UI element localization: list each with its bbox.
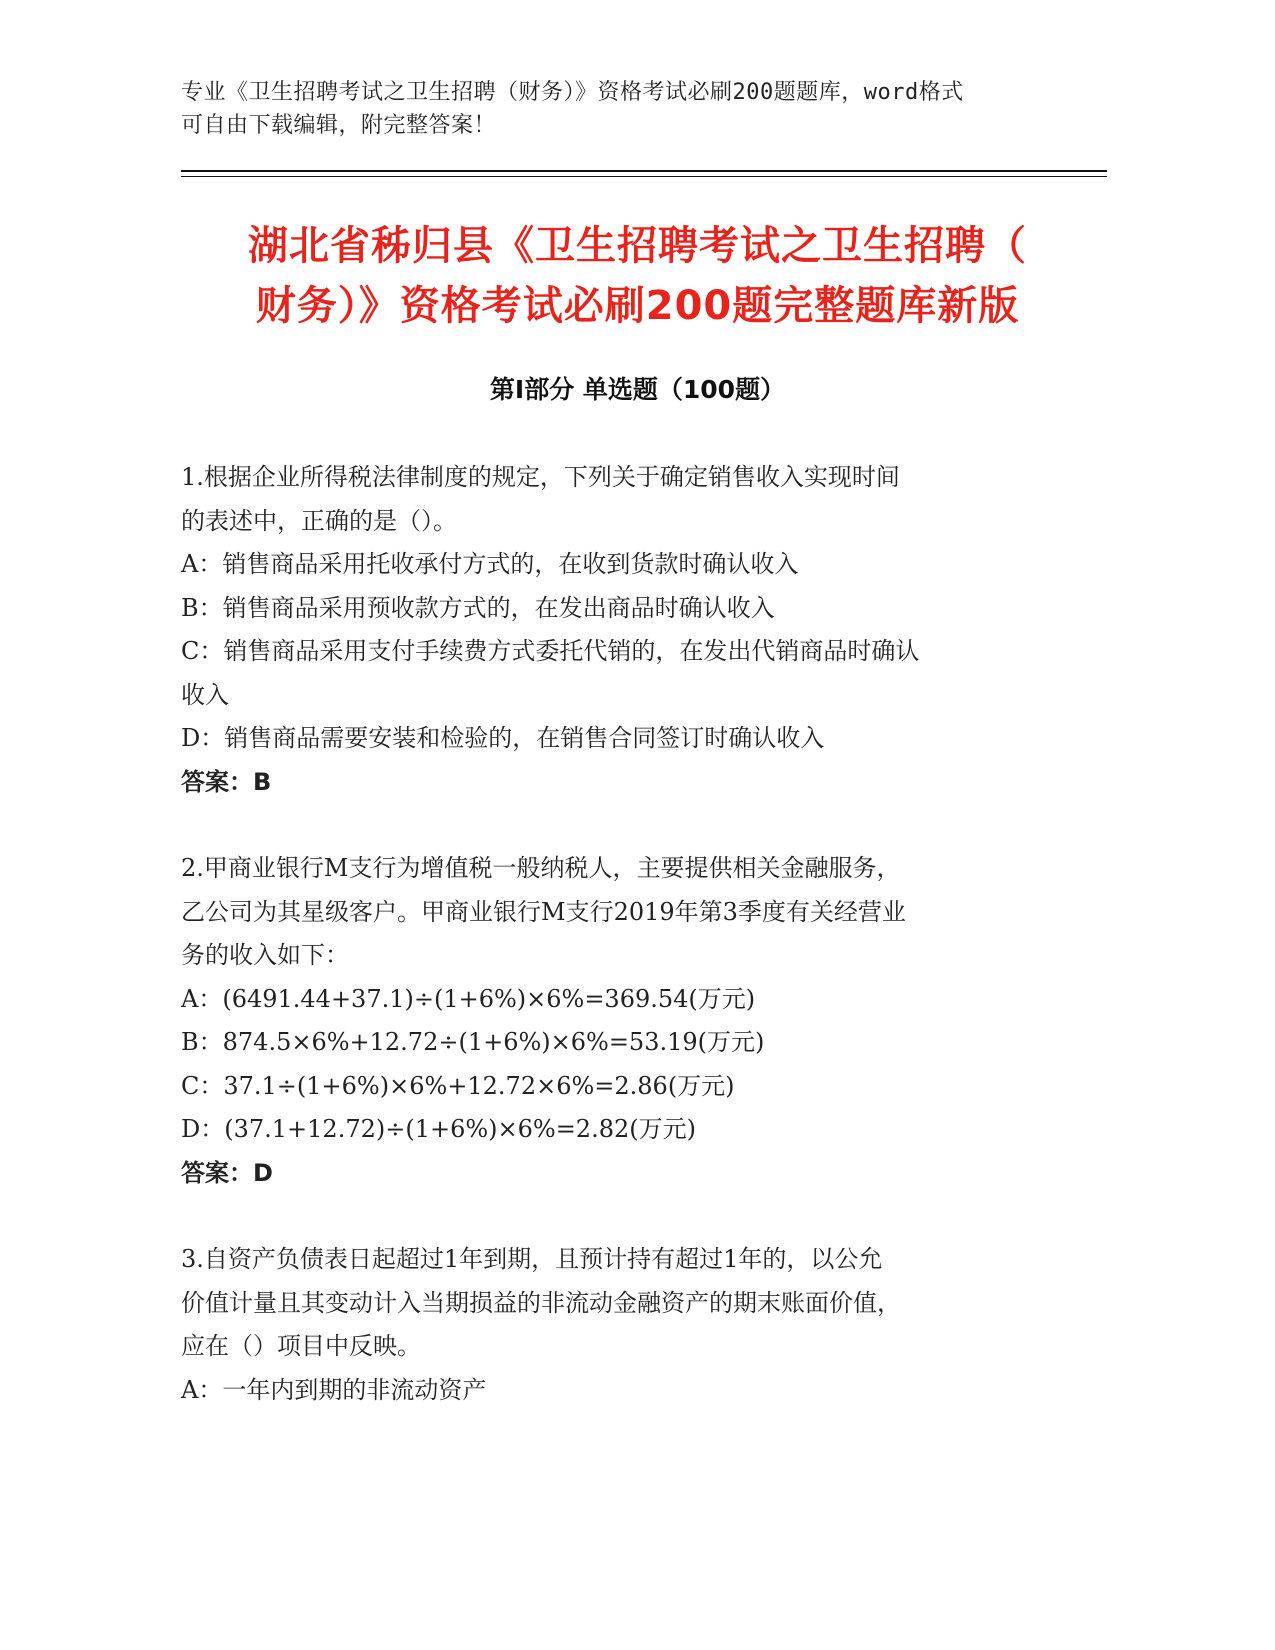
document-title-line-2: 财务）》资格考试必刷200题完整题库新版 [255,283,1020,329]
option-c: C：37.1÷(1+6%)×6%+12.72×6%=2.86(万元) [181,1071,735,1100]
answer: 答案：D [181,1158,273,1187]
option-d: D：(37.1+12.72)÷(1+6%)×6%=2.82(万元) [181,1115,696,1143]
question-1 [181,456,1041,804]
header-note-line-1: 专业《卫生招聘考试之卫生招聘（财务）》资格考试必刷200题题库，word格式 [181,80,964,105]
section-title: 第Ⅰ部分 单选题（100题） [489,375,786,404]
header-rule-thin [181,176,1107,177]
option-a: A：(6491.44+37.1)÷(1+6%)×6%=369.54(万元) [181,984,756,1013]
option-a: A：销售商品采用托收承付方式的，在收到货款时确认收入 [181,550,799,578]
option-b: B：销售商品采用预收款方式的，在发出商品时确认收入 [181,593,775,622]
option-a: A：一年内到期的非流动资产 [181,1375,487,1404]
answer: 答案：B [181,767,272,796]
header-note-line-2: 可自由下载编辑，附完整答案！ [181,113,497,138]
header-note [181,76,1041,142]
question-3 [181,1238,1041,1412]
question-stem-line: 乙公司为其星级客户。甲商业银行M支行2019年第3季度有关经营业 [181,897,906,926]
question-list [181,456,1041,1455]
option-c: C：销售商品采用支付手续费方式委托代销的，在发出代销商品时确认 [181,637,920,665]
question-stem-line: 的表述中，正确的是（）。 [181,506,457,535]
question-stem-line: 3.自资产负债表日起超过1年到期，且预计持有超过1年的，以公允 [181,1245,883,1273]
option-d: D：销售商品需要安装和检验的，在销售合同签订时确认收入 [181,724,825,752]
question-stem-line: 2.甲商业银行M支行为增值税一般纳税人，主要提供相关金融服务， [181,854,901,882]
option-c-continued: 收入 [181,680,229,709]
header-rule-thick [181,170,1107,172]
document-title [150,216,1125,336]
question-stem-line: 务的收入如下： [181,941,349,969]
question-stem-line: 1.根据企业所得税法律制度的规定，下列关于确定销售收入实现时间 [181,463,900,491]
question-stem-line: 价值计量且其变动计入当期损益的非流动金融资产的期末账面价值， [181,1288,901,1317]
option-b: B：874.5×6%+12.72÷(1+6%)×6%=53.19(万元) [181,1028,765,1056]
document-title-line-1: 湖北省秭归县《卫生招聘考试之卫生招聘（ [248,223,1027,269]
question-2 [181,847,1041,1195]
question-stem-line: 应在（）项目中反映。 [181,1332,421,1360]
